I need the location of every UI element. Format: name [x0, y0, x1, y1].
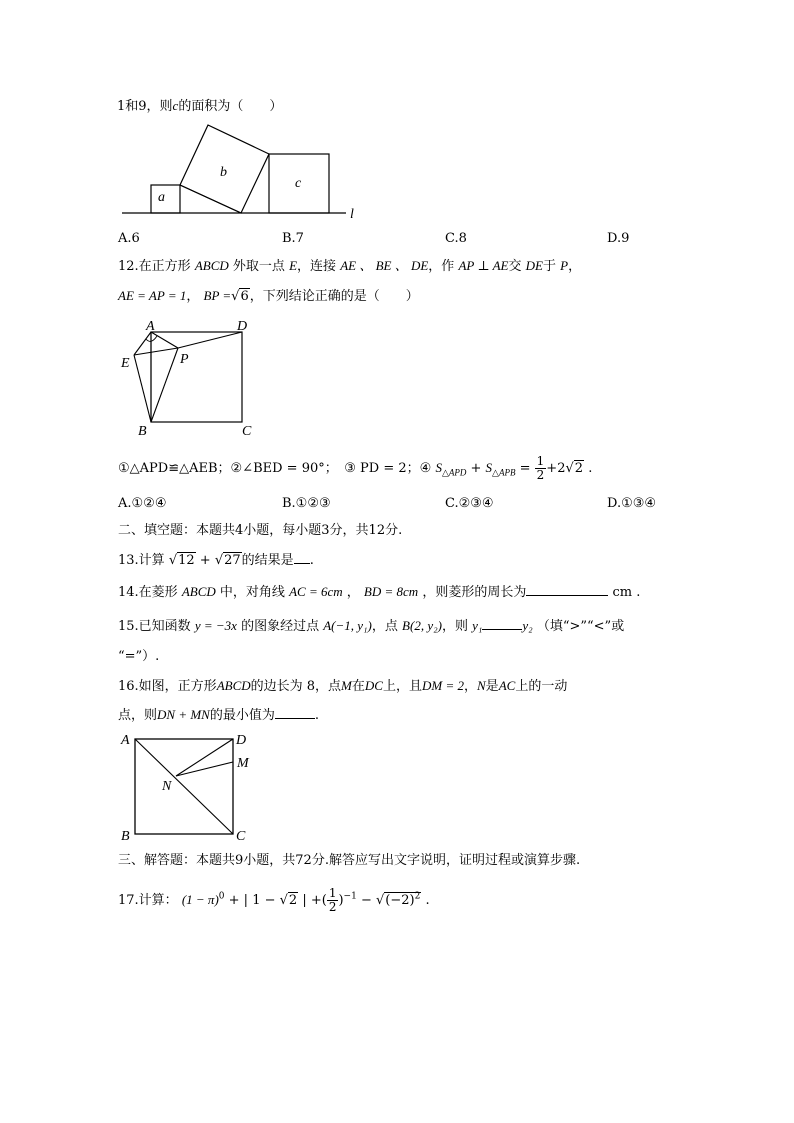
- q17-expr1: (1 − π): [181, 892, 219, 907]
- q14-a: 14.在菱形: [118, 585, 178, 600]
- q14-ac: AC = 6cm: [289, 584, 343, 599]
- q17-sqrt2: 2: [288, 893, 298, 908]
- q17-expneg: −1: [343, 891, 357, 902]
- q12-l2-sqrt: 6: [240, 289, 249, 304]
- q12-conclusions-text: ①△APD≌△AEB；②∠BED = 90°； ③ PD = 2；④: [118, 461, 432, 476]
- q12-s2: S: [485, 460, 493, 475]
- q16-label-a: A: [121, 733, 130, 748]
- q16-b: 的边长为 8，点: [250, 679, 342, 694]
- q15-e: （填“>”“<”或: [536, 619, 625, 634]
- q12-conclusions: ①△APD≌△AEB；②∠BED = 90°； ③ PD = 2；④ $S_{\triangle APD} + S_{\triangle APB}$ = $\frac{1}{2}$ +2√2 .: [118, 454, 593, 482]
- q11-option-c[interactable]: C.8: [445, 231, 467, 246]
- q11-var-c: c: [172, 98, 179, 113]
- q17-exp2: 2: [414, 891, 421, 902]
- q12-option-b[interactable]: B.①②③: [282, 496, 331, 511]
- q13: 13.计算 √12 + √27的结果是 .: [118, 553, 314, 568]
- q16-label-b: B: [121, 829, 130, 844]
- q15-d: ，则: [441, 619, 468, 634]
- q12-label-a: A: [146, 319, 155, 334]
- q12-s1: S: [435, 460, 442, 475]
- q12-l1-g: AP ⊥ AE: [458, 258, 509, 273]
- q17-expr2: + | 1 −: [228, 893, 276, 908]
- q12-eq: =: [519, 461, 531, 476]
- q13-plus: +: [199, 553, 211, 568]
- q15-a: 15.已知函数: [118, 619, 191, 634]
- q15-fn: y = −3x: [194, 618, 237, 633]
- q12-l2-b: ，: [186, 289, 200, 304]
- q12-conclusion-end: .: [588, 461, 593, 476]
- q16-dm: DM = 2: [421, 678, 464, 693]
- q16-seg-nm: [176, 762, 233, 776]
- q12-s2-sub: △APB: [492, 467, 516, 478]
- section2-heading: 二、填空题：本题共4小题，每小题3分，共12分.: [118, 523, 403, 538]
- q17-expr5: −: [360, 893, 372, 908]
- q15-point-a: A(−1, y₁): [323, 618, 372, 633]
- q14-d: ，则菱形的周长为: [422, 585, 527, 600]
- q17-sqrt-inner: (−2): [385, 893, 415, 908]
- q13-sqrt12: 12: [178, 553, 195, 568]
- q13-end: .: [309, 553, 314, 568]
- q14-b: 中，对角线: [219, 585, 285, 600]
- q12-label-b: B: [138, 424, 147, 439]
- q17-exp0: 0: [218, 891, 225, 902]
- q12-l2-c: BP =: [203, 288, 232, 303]
- q12-l1-l: ，: [568, 259, 582, 274]
- q15-point-b: B(2, y₂): [402, 618, 442, 633]
- q12-tail-sqrt: 2: [574, 461, 584, 476]
- q12-l1-k: P: [560, 258, 569, 273]
- q12-label-d: D: [237, 319, 248, 334]
- q16-m: M: [341, 678, 352, 693]
- q17-end: .: [425, 893, 430, 908]
- q11-stem-end: 的面积为（ ）: [178, 99, 283, 114]
- q16-n: N: [477, 678, 486, 693]
- q12-l1-f: ，作: [428, 259, 455, 274]
- q11-label-c: c: [295, 176, 302, 191]
- q14-abcd: ABCD: [181, 584, 216, 599]
- q12-l1-j: 于: [542, 259, 556, 274]
- q12-l1-a: 12.在正方形: [118, 259, 191, 274]
- q17-frac-num: 1: [328, 886, 337, 900]
- q11-option-d[interactable]: D.9: [607, 231, 630, 246]
- q17-expr3: | +(: [302, 893, 327, 908]
- q16-dc: DC: [364, 678, 383, 693]
- q12-l1-h: 交: [508, 259, 522, 274]
- q17-a: 17.计算：: [118, 893, 178, 908]
- q15-line2: “=”）.: [118, 649, 160, 664]
- q16-diagonal-ac: [135, 739, 233, 834]
- q16-l2-b: 的最小值为: [209, 708, 275, 723]
- q12-l1-e: E: [289, 258, 298, 273]
- q17-fraction: [327, 887, 339, 914]
- q17: 17.计算： $(1 - \pi)^0$ + | 1 − √2 | +( $\frac{1}{2}$ )$^{-1} - √(-2)^2$ .: [118, 886, 430, 914]
- q11-label-b: b: [220, 165, 227, 180]
- q16-d: 上，且: [382, 679, 422, 694]
- q11-label-a: a: [158, 190, 165, 205]
- q16-l2-a: 点，则: [118, 708, 158, 723]
- q16-abcd: ABCD: [216, 678, 251, 693]
- q14-unit: cm: [612, 585, 633, 600]
- q16-dnmn: DN + MN: [157, 707, 210, 722]
- q12-option-c[interactable]: C.②③④: [445, 496, 494, 511]
- q13-b: 的结果是: [241, 553, 294, 568]
- q12-l1-c: ，连接: [297, 259, 337, 274]
- q13-sqrt27: 27: [224, 553, 241, 568]
- q15-y1: y₁: [472, 618, 483, 633]
- q16-a: 16.如图，正方形: [118, 679, 217, 694]
- q14-c: ，: [346, 585, 360, 600]
- section3-heading: 三、解答题：本题共9小题，共72分.解答应写出文字说明，证明过程或演算步骤.: [118, 853, 581, 868]
- q11-stem-text: 1和9，则: [117, 99, 173, 114]
- q11-option-b[interactable]: B.7: [282, 231, 304, 246]
- q12-frac-den: 2: [536, 468, 545, 482]
- q12-option-a[interactable]: A.①②④: [118, 496, 167, 511]
- q16-g: 上的一动: [515, 679, 568, 694]
- q16-label-n: N: [162, 779, 172, 794]
- q12-l1-d: AE 、 BE 、 DE: [340, 258, 429, 273]
- q12-l1-b: 外取一点: [232, 259, 285, 274]
- q12-l1-abcd: ABCD: [194, 258, 229, 273]
- q16-ac: AC: [498, 678, 516, 693]
- q13-a: 13.计算: [118, 553, 165, 568]
- q16-f: 是: [485, 679, 499, 694]
- q12-option-d[interactable]: D.①③④: [607, 496, 657, 511]
- q17-sqrt-outer: [384, 892, 421, 908]
- q12-line2: AE = AP = 1， BP =√6，下列结论正确的是（ ）: [118, 288, 419, 304]
- q17-expr4: ): [338, 893, 344, 908]
- q14-end: .: [636, 585, 641, 600]
- q12-s1-sub: △APD: [441, 467, 467, 478]
- q15-y2: y₂: [522, 618, 533, 633]
- q16-label-d: D: [236, 733, 247, 748]
- q16-label-m: M: [237, 756, 249, 771]
- q16-e: ，: [463, 679, 477, 694]
- q11-label-l: l: [350, 207, 354, 222]
- q12-label-p: P: [180, 352, 189, 367]
- q16-c: 在: [351, 679, 365, 694]
- q12-label-c: C: [242, 424, 252, 439]
- q17-frac-den: 2: [328, 900, 337, 914]
- q12-tail: +2: [546, 461, 566, 476]
- q12-l1-i: DE: [525, 258, 543, 273]
- q16-seg-nd: [176, 739, 233, 776]
- q12-l2-d: ，下列结论正确的是（ ）: [249, 289, 419, 304]
- q12-plus: +: [470, 461, 482, 476]
- q16-label-c: C: [236, 829, 246, 844]
- q12-frac-num: 1: [536, 454, 545, 468]
- q15-b: 的图象经过点: [241, 619, 320, 634]
- q12-label-e: E: [121, 356, 130, 371]
- q16-end: .: [314, 708, 320, 723]
- q15-c: ，点: [371, 619, 398, 634]
- q12-l2-a: AE = AP = 1: [118, 288, 187, 303]
- q14-bd: BD = 8cm: [363, 584, 419, 599]
- q11-option-a[interactable]: A.6: [118, 231, 140, 246]
